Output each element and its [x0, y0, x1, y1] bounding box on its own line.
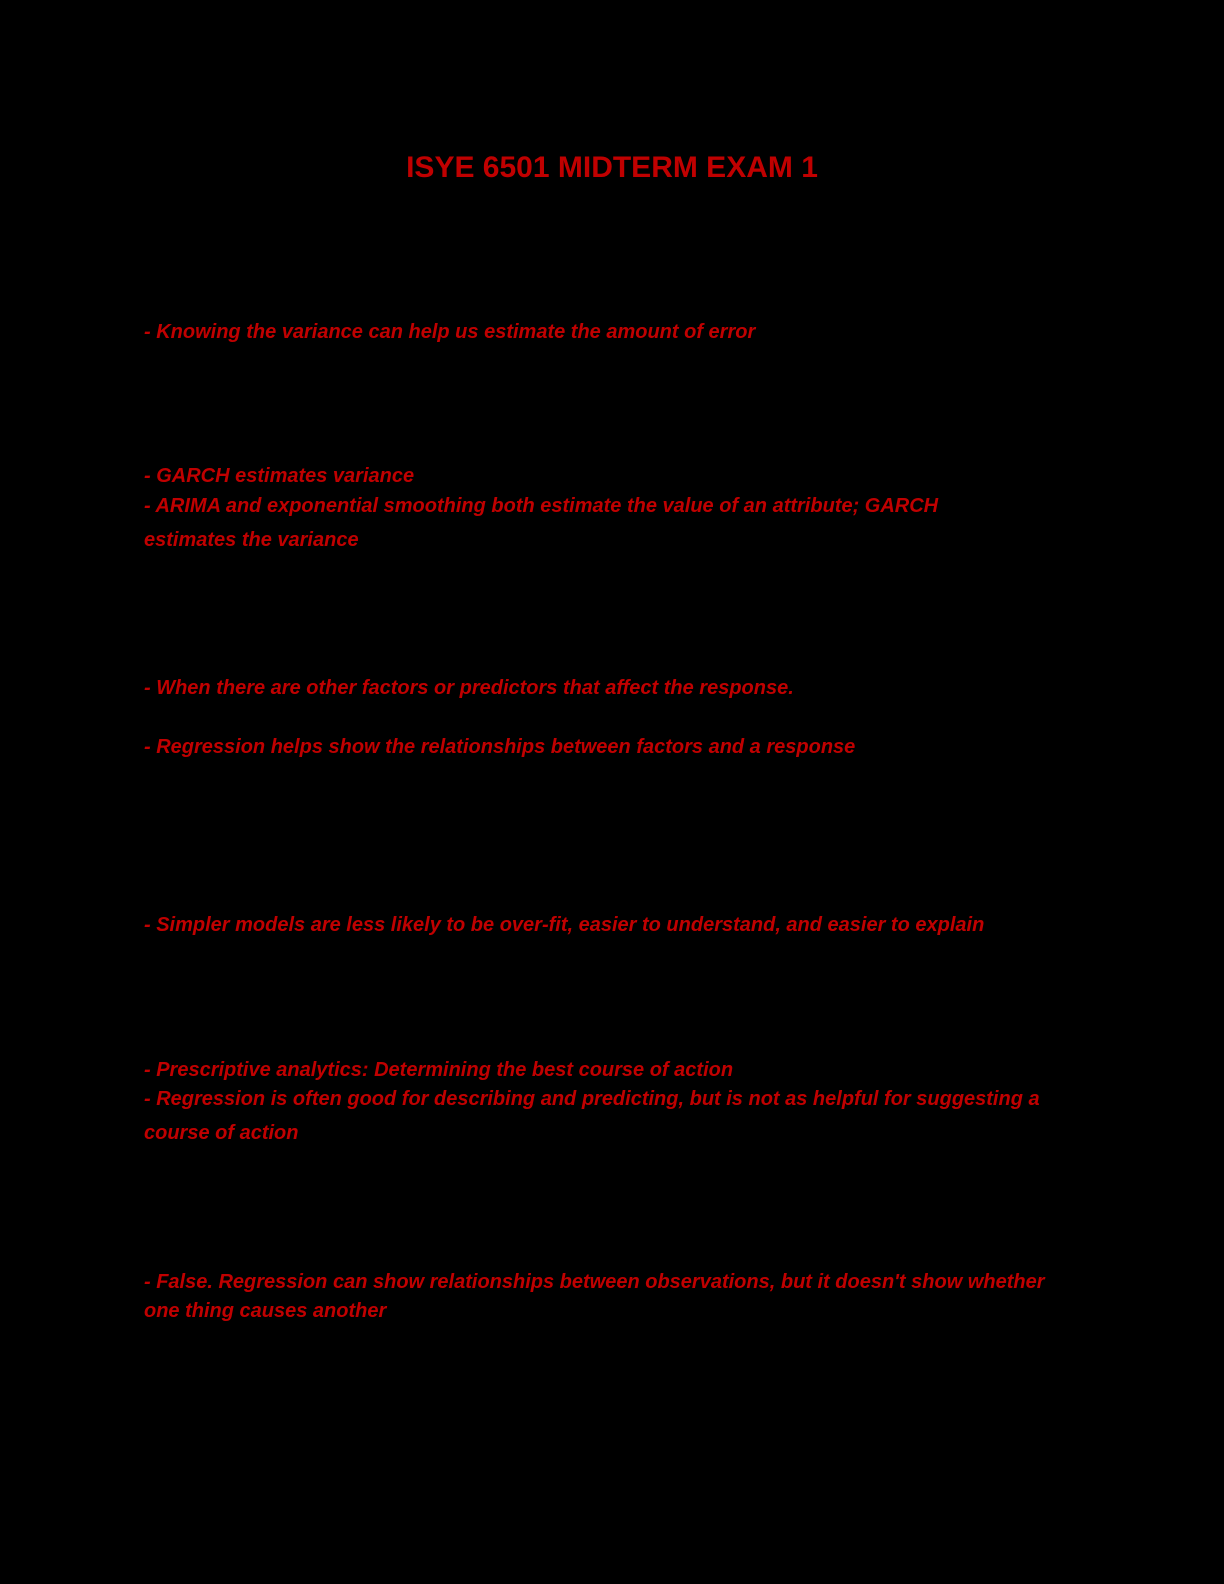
answer-3-line-2: - Regression helps show the relationships between factors and a response — [144, 736, 856, 758]
answer-5-line-1: - Prescriptive analytics: Determining the best course of action — [144, 1059, 734, 1081]
answer-4-line-1: - Simpler models are less likely to be over-fit, easier to understand, and easier to explain — [144, 914, 985, 936]
answer-5-line-3: course of action — [144, 1122, 299, 1144]
answer-3-line-1: - When there are other factors or predictors that affect the response. — [144, 677, 794, 699]
answer-5-line-2: - Regression is often good for describing and predicting, but is not as helpful for suggesting a — [144, 1088, 1040, 1110]
answer-1-line-1: - Knowing the variance can help us estimate the amount of error — [144, 321, 756, 343]
answer-2-line-1: - GARCH estimates variance — [144, 465, 415, 487]
answer-2-line-3: estimates the variance — [144, 529, 359, 551]
answer-6-line-1: - False. Regression can show relationships between observations, but it doesn't show whether — [144, 1271, 1045, 1293]
answer-6-line-2: one thing causes another — [144, 1300, 387, 1322]
answer-2-line-2: - ARIMA and exponential smoothing both estimate the value of an attribute; GARCH — [144, 495, 939, 517]
page-title: ISYE 6501 MIDTERM EXAM 1 — [406, 151, 818, 184]
